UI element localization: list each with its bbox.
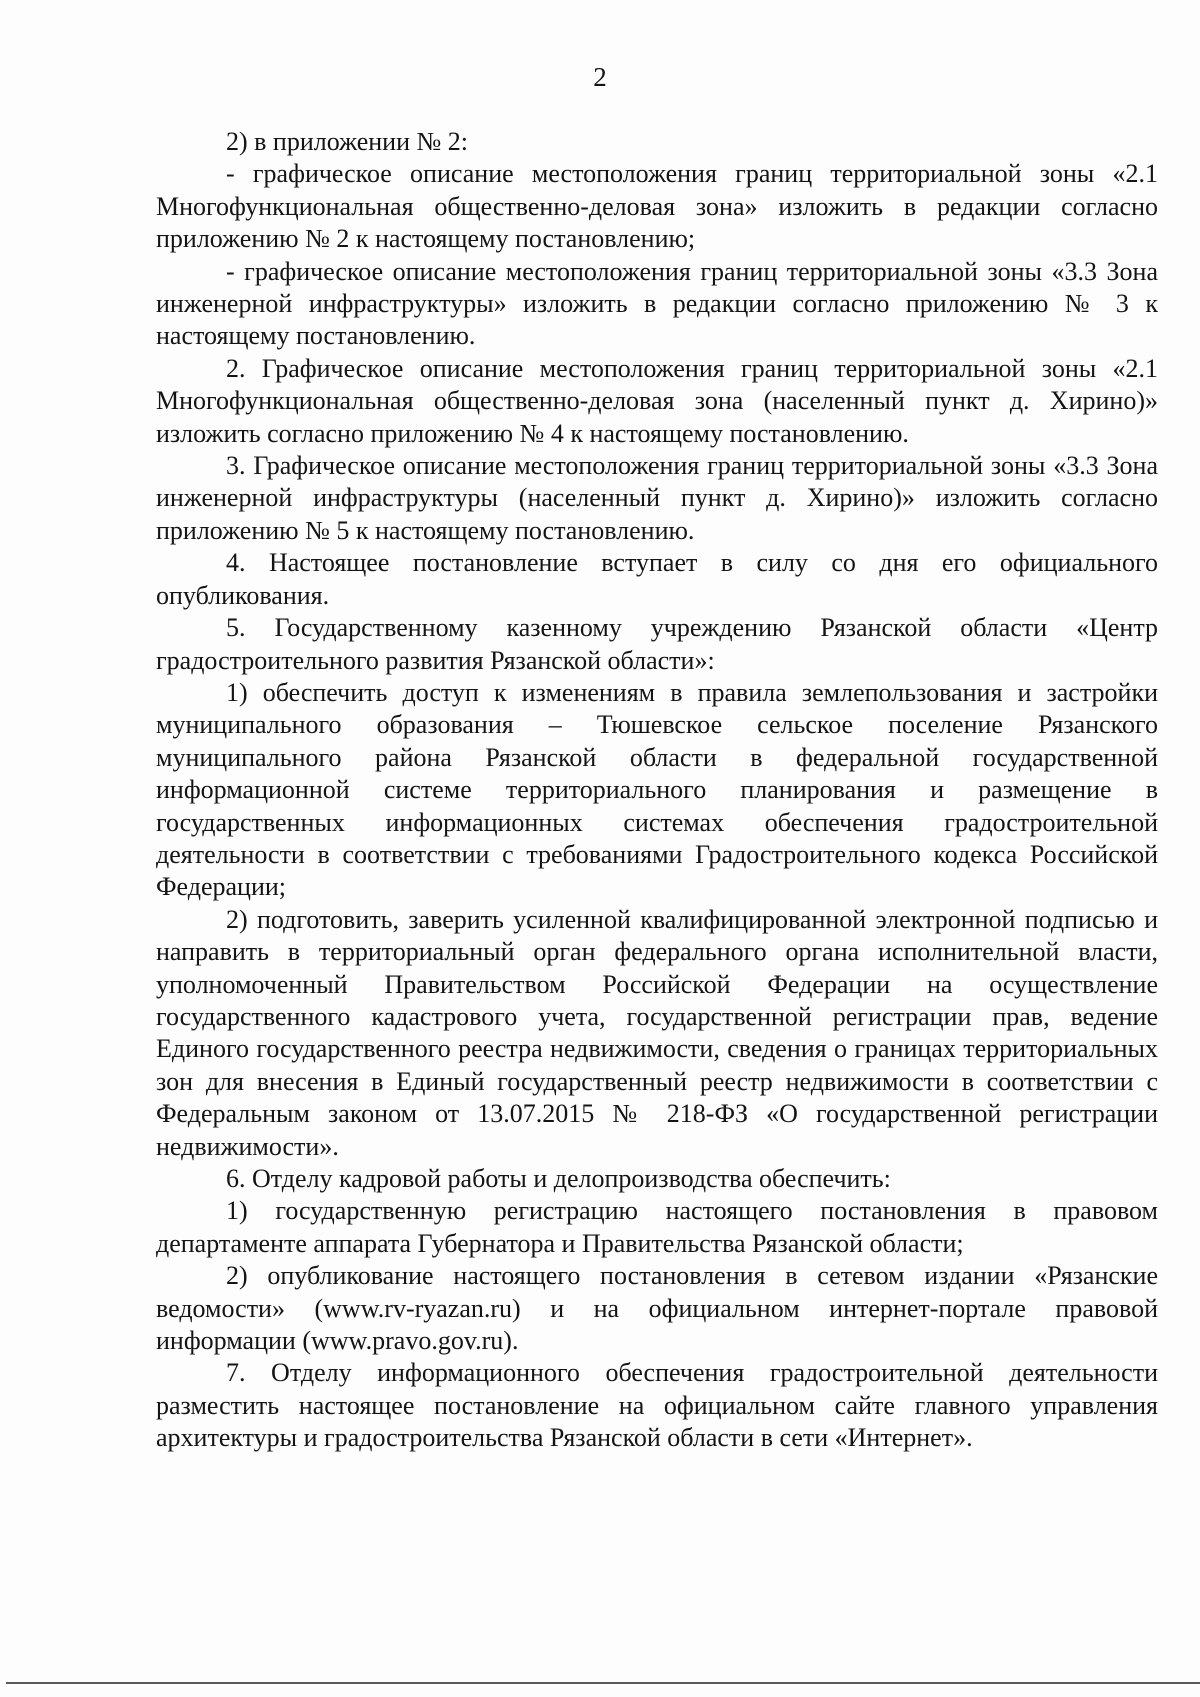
paragraph-item-2: 2. Графическое описание местоположения границ территориальной зоны «2.1 Многофункциональная общественно-деловая зона (населенный пункт д. Хирино)» изложить согласно приложению № 4 к настоящему постановлению. <box>156 353 1158 448</box>
paragraph-item-6-2: 2) опубликование настоящего постановления в сетевом издании «Рязанские ведомости» (www.rv-ryazan.ru) и на официальном интернет-портале правовой информации (www.pravo.gov.ru). <box>156 1261 1158 1356</box>
paragraph-item-5-2: 2) подготовить, заверить усиленной квалифицированной электронной подписью и направить в территориальный орган федерального органа исполнительной власти, уполномоченный Правительством Российской Федерации на осуществление государственного кадастрового учета, государственной регистрации прав, ведение Единого государственного реестра недвижимости, сведения о границах территориальных зон для внесения в Единый государственный реестр недвижимости в соответствии с Федеральным законом от 13.07.2015 № 218-ФЗ «О государственной регистрации недвижимости». <box>156 904 1158 1161</box>
scan-bottom-edge-line <box>6 1682 1200 1684</box>
paragraph-item-6-1: 1) государственную регистрацию настоящего постановления в правовом департаменте аппарата Губернатора и Правительства Рязанской области; <box>156 1196 1158 1258</box>
document-body <box>156 126 1158 1455</box>
paragraph-item-5-1: 1) обеспечить доступ к изменениям в правила землепользования и застройки муниципального образования – Тюшевское сельское поселение Рязанского муниципального района Рязанской области в федеральной государственной информационной системе территориального планирования и размещение в государственных информационных системах обеспечения градостроительной деятельности в соответствии с требованиями Градостроительного кодекса Российской Федерации; <box>156 677 1158 902</box>
paragraph-zone-3-3-description: - графическое описание местоположения границ территориальной зоны «3.3 Зона инженерной инфраструктуры» изложить в редакции согласно приложению № 3 к настоящему постановлению. <box>156 256 1158 351</box>
paragraph-item-6: 6. Отделу кадровой работы и делопроизводства обеспечить: <box>226 1164 891 1193</box>
page-number: 2 <box>593 62 607 92</box>
paragraph-appendix-2-intro: 2) в приложении № 2: <box>226 127 469 156</box>
paragraph-item-5: 5. Государственному казенному учреждению Рязанской области «Центр градостроительного развития Рязанской области»: <box>156 613 1158 675</box>
paragraph-item-3: 3. Графическое описание местоположения границ территориальной зоны «3.3 Зона инженерной инфраструктуры (населенный пункт д. Хирино)» изложить согласно приложению № 5 к настоящему постановлению. <box>156 451 1158 545</box>
paragraph-zone-2-1-description: - графическое описание местоположения границ территориальной зоны «2.1 Многофункциональная общественно-деловая зона» изложить в редакции согласно приложению № 2 к настоящему постановлению; <box>156 159 1158 254</box>
paragraph-item-7: 7. Отделу информационного обеспечения градостроительной деятельности разместить настоящее постановление на официальном сайте главного управления архитектуры и градостроительства Рязанской области в сети «Интернет». <box>156 1358 1158 1453</box>
paragraph-item-4: 4. Настоящее постановление вступает в силу со дня его официального опубликования. <box>156 548 1158 610</box>
